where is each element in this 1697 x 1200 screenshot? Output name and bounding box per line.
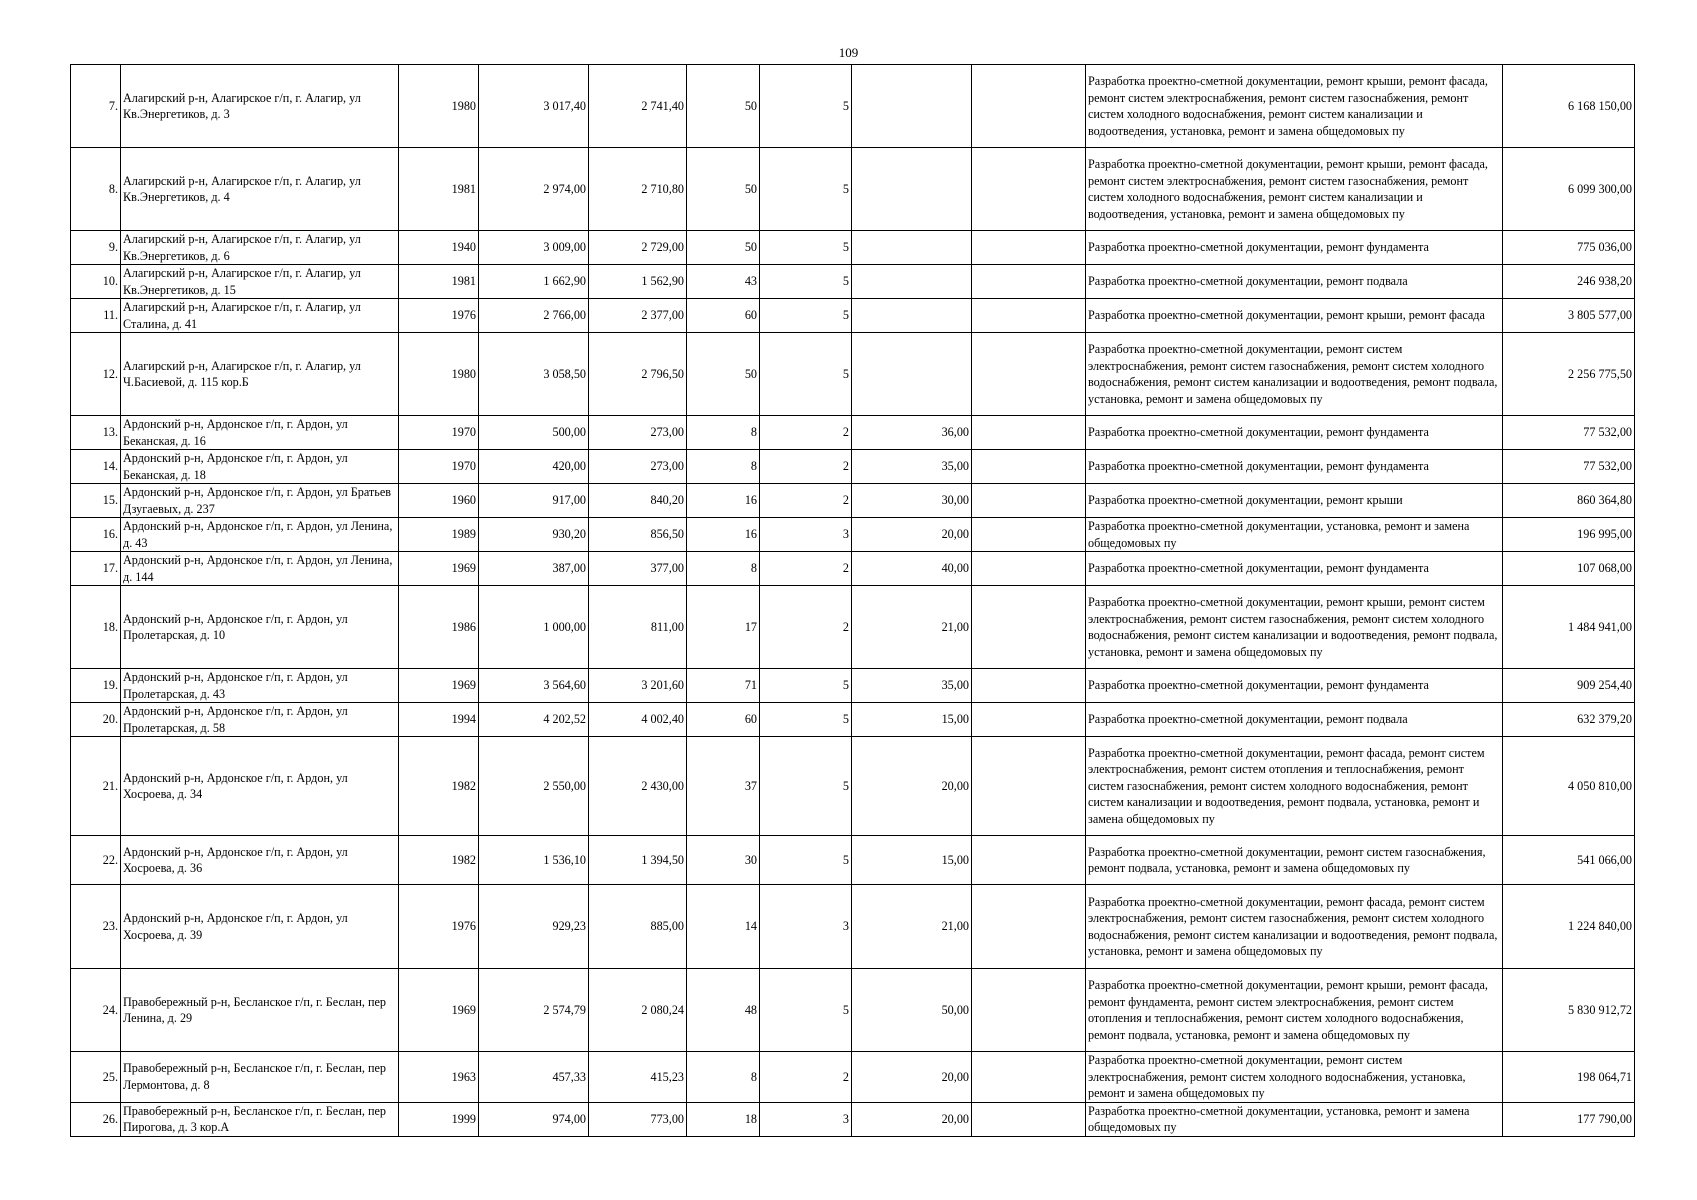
- works-cell: Разработка проектно-сметной документации, ремонт систем электроснабжения, ремонт систем холодного водоснабжения, установка, ремонт и замена общедомовых пу: [1086, 1052, 1503, 1103]
- entrances-cell: 5: [760, 265, 852, 299]
- total-area-cell: 500,00: [479, 416, 589, 450]
- total-area-cell: 457,33: [479, 1052, 589, 1103]
- address-cell: Ардонский р-н, Ардонское г/п, г. Ардон, ул Ленина, д. 144: [121, 552, 399, 586]
- total-area-cell: 929,23: [479, 885, 589, 969]
- cost-cell: 198 064,71: [1503, 1052, 1635, 1103]
- table-row: [71, 65, 1635, 148]
- cost-cell: 107 068,00: [1503, 552, 1635, 586]
- table-row: [71, 885, 1635, 969]
- living-area-cell: 773,00: [589, 1102, 687, 1136]
- works-cell: Разработка проектно-сметной документации, ремонт фундамента: [1086, 669, 1503, 703]
- works-cell: Разработка проектно-сметной документации, ремонт подвала: [1086, 265, 1503, 299]
- row-number: 20.: [71, 703, 121, 737]
- cost-cell: 196 995,00: [1503, 518, 1635, 552]
- cost-cell: 3 805 577,00: [1503, 299, 1635, 333]
- cost-cell: 632 379,20: [1503, 703, 1635, 737]
- living-area-cell: 377,00: [589, 552, 687, 586]
- extra-cell: [972, 552, 1086, 586]
- percent-cell: 36,00: [852, 416, 972, 450]
- entrances-cell: 5: [760, 969, 852, 1052]
- table-row: [71, 836, 1635, 885]
- extra-cell: [972, 1052, 1086, 1103]
- address-cell: Ардонский р-н, Ардонское г/п, г. Ардон, ул Пролетарская, д. 58: [121, 703, 399, 737]
- extra-cell: [972, 885, 1086, 969]
- floors-cell: 50: [687, 148, 760, 231]
- table-row: [71, 265, 1635, 299]
- table-row: [71, 518, 1635, 552]
- row-number: 23.: [71, 885, 121, 969]
- address-cell: Правобережный р-н, Бесланское г/п, г. Беслан, пер Лермонтова, д. 8: [121, 1052, 399, 1103]
- cost-cell: 6 168 150,00: [1503, 65, 1635, 148]
- extra-cell: [972, 586, 1086, 669]
- table-body: [71, 65, 1635, 1137]
- works-cell: Разработка проектно-сметной документации, ремонт подвала: [1086, 703, 1503, 737]
- floors-cell: 18: [687, 1102, 760, 1136]
- year-cell: 1976: [399, 299, 479, 333]
- extra-cell: [972, 148, 1086, 231]
- works-cell: Разработка проектно-сметной документации, ремонт фасада, ремонт систем электроснабжения, ремонт систем газоснабжения, ремонт систем холодного водоснабжения, ремонт систем канализации и водоотведения, ремонт подвала, установка, ремонт и замена общедомовых пу: [1086, 885, 1503, 969]
- cost-cell: 77 532,00: [1503, 416, 1635, 450]
- address-cell: Ардонский р-н, Ардонское г/п, г. Ардон, ул Ленина, д. 43: [121, 518, 399, 552]
- living-area-cell: 2 741,40: [589, 65, 687, 148]
- total-area-cell: 4 202,52: [479, 703, 589, 737]
- works-cell: Разработка проектно-сметной документации, ремонт крыши, ремонт фасада, ремонт систем электроснабжения, ремонт систем газоснабжения, ремонт систем холодного водоснабжения, ремонт систем канализации и водоотведения, установка, ремонт и замена общедомовых пу: [1086, 65, 1503, 148]
- extra-cell: [972, 737, 1086, 836]
- living-area-cell: 2 080,24: [589, 969, 687, 1052]
- living-area-cell: 2 377,00: [589, 299, 687, 333]
- address-cell: Правобережный р-н, Бесланское г/п, г. Беслан, пер Ленина, д. 29: [121, 969, 399, 1052]
- year-cell: 1982: [399, 737, 479, 836]
- extra-cell: [972, 836, 1086, 885]
- floors-cell: 50: [687, 65, 760, 148]
- percent-cell: 35,00: [852, 669, 972, 703]
- year-cell: 1970: [399, 416, 479, 450]
- cost-cell: 177 790,00: [1503, 1102, 1635, 1136]
- living-area-cell: 1 394,50: [589, 836, 687, 885]
- works-cell: Разработка проектно-сметной документации, установка, ремонт и замена общедомовых пу: [1086, 1102, 1503, 1136]
- address-cell: Ардонский р-н, Ардонское г/п, г. Ардон, ул Беканская, д. 16: [121, 416, 399, 450]
- works-cell: Разработка проектно-сметной документации, ремонт крыши, ремонт фасада, ремонт фундамента, ремонт систем электроснабжения, ремонт систем отопления и теплоснабжения, ремонт систем холодного водоснабжения, ремонт подвала, установка, ремонт и замена общедомовых пу: [1086, 969, 1503, 1052]
- floors-cell: 14: [687, 885, 760, 969]
- entrances-cell: 5: [760, 65, 852, 148]
- percent-cell: 20,00: [852, 1052, 972, 1103]
- floors-cell: 60: [687, 703, 760, 737]
- row-number: 16.: [71, 518, 121, 552]
- living-area-cell: 273,00: [589, 450, 687, 484]
- extra-cell: [972, 65, 1086, 148]
- floors-cell: 17: [687, 586, 760, 669]
- total-area-cell: 2 550,00: [479, 737, 589, 836]
- cost-cell: 4 050 810,00: [1503, 737, 1635, 836]
- total-area-cell: 2 574,79: [479, 969, 589, 1052]
- floors-cell: 16: [687, 518, 760, 552]
- row-number: 12.: [71, 333, 121, 416]
- row-number: 14.: [71, 450, 121, 484]
- total-area-cell: 1 000,00: [479, 586, 589, 669]
- works-cell: Разработка проектно-сметной документации, установка, ремонт и замена общедомовых пу: [1086, 518, 1503, 552]
- works-cell: Разработка проектно-сметной документации, ремонт фундамента: [1086, 416, 1503, 450]
- extra-cell: [972, 265, 1086, 299]
- floors-cell: 71: [687, 669, 760, 703]
- living-area-cell: 2 729,00: [589, 231, 687, 265]
- housing-registry-table: [70, 64, 1635, 1137]
- entrances-cell: 5: [760, 231, 852, 265]
- row-number: 9.: [71, 231, 121, 265]
- address-cell: Алагирский р-н, Алагирское г/п, г. Алагир, ул Кв.Энергетиков, д. 4: [121, 148, 399, 231]
- row-number: 26.: [71, 1102, 121, 1136]
- table-row: [71, 484, 1635, 518]
- percent-cell: [852, 65, 972, 148]
- living-area-cell: 415,23: [589, 1052, 687, 1103]
- year-cell: 1969: [399, 552, 479, 586]
- percent-cell: 20,00: [852, 1102, 972, 1136]
- row-number: 15.: [71, 484, 121, 518]
- year-cell: 1970: [399, 450, 479, 484]
- row-number: 18.: [71, 586, 121, 669]
- living-area-cell: 2 710,80: [589, 148, 687, 231]
- entrances-cell: 5: [760, 299, 852, 333]
- address-cell: Правобережный р-н, Бесланское г/п, г. Беслан, пер Пирогова, д. 3 кор.А: [121, 1102, 399, 1136]
- living-area-cell: 1 562,90: [589, 265, 687, 299]
- table-row: [71, 1102, 1635, 1136]
- cost-cell: 860 364,80: [1503, 484, 1635, 518]
- cost-cell: 6 099 300,00: [1503, 148, 1635, 231]
- percent-cell: 20,00: [852, 737, 972, 836]
- address-cell: Алагирский р-н, Алагирское г/п, г. Алагир, ул Ч.Басиевой, д. 115 кор.Б: [121, 333, 399, 416]
- total-area-cell: 2 766,00: [479, 299, 589, 333]
- table-row: [71, 148, 1635, 231]
- address-cell: Ардонский р-н, Ардонское г/п, г. Ардон, ул Братьев Дзугаевых, д. 237: [121, 484, 399, 518]
- year-cell: 1981: [399, 148, 479, 231]
- table-row: [71, 333, 1635, 416]
- total-area-cell: 917,00: [479, 484, 589, 518]
- percent-cell: [852, 231, 972, 265]
- cost-cell: 541 066,00: [1503, 836, 1635, 885]
- year-cell: 1994: [399, 703, 479, 737]
- living-area-cell: 4 002,40: [589, 703, 687, 737]
- year-cell: 1986: [399, 586, 479, 669]
- living-area-cell: 885,00: [589, 885, 687, 969]
- extra-cell: [972, 450, 1086, 484]
- floors-cell: 8: [687, 416, 760, 450]
- table-row: [71, 299, 1635, 333]
- cost-cell: 246 938,20: [1503, 265, 1635, 299]
- floors-cell: 43: [687, 265, 760, 299]
- works-cell: Разработка проектно-сметной документации, ремонт фундамента: [1086, 552, 1503, 586]
- cost-cell: 2 256 775,50: [1503, 333, 1635, 416]
- extra-cell: [972, 484, 1086, 518]
- table-row: [71, 231, 1635, 265]
- entrances-cell: 2: [760, 552, 852, 586]
- row-number: 19.: [71, 669, 121, 703]
- total-area-cell: 3 564,60: [479, 669, 589, 703]
- extra-cell: [972, 969, 1086, 1052]
- floors-cell: 16: [687, 484, 760, 518]
- cost-cell: 77 532,00: [1503, 450, 1635, 484]
- table-row: [71, 450, 1635, 484]
- total-area-cell: 3 017,40: [479, 65, 589, 148]
- row-number: 17.: [71, 552, 121, 586]
- table-row: [71, 1052, 1635, 1103]
- entrances-cell: 2: [760, 484, 852, 518]
- year-cell: 1999: [399, 1102, 479, 1136]
- year-cell: 1981: [399, 265, 479, 299]
- percent-cell: 15,00: [852, 703, 972, 737]
- total-area-cell: 930,20: [479, 518, 589, 552]
- table-row: [71, 703, 1635, 737]
- extra-cell: [972, 231, 1086, 265]
- percent-cell: [852, 148, 972, 231]
- row-number: 24.: [71, 969, 121, 1052]
- percent-cell: 50,00: [852, 969, 972, 1052]
- address-cell: Ардонский р-н, Ардонское г/п, г. Ардон, ул Хосроева, д. 39: [121, 885, 399, 969]
- year-cell: 1969: [399, 969, 479, 1052]
- total-area-cell: 3 009,00: [479, 231, 589, 265]
- extra-cell: [972, 703, 1086, 737]
- living-area-cell: 273,00: [589, 416, 687, 450]
- year-cell: 1989: [399, 518, 479, 552]
- year-cell: 1969: [399, 669, 479, 703]
- row-number: 10.: [71, 265, 121, 299]
- table-row: [71, 669, 1635, 703]
- floors-cell: 50: [687, 333, 760, 416]
- row-number: 22.: [71, 836, 121, 885]
- total-area-cell: 1 662,90: [479, 265, 589, 299]
- total-area-cell: 387,00: [479, 552, 589, 586]
- works-cell: Разработка проектно-сметной документации, ремонт крыши, ремонт систем электроснабжения, ремонт систем газоснабжения, ремонт систем холодного водоснабжения, ремонт систем канализации и водоотведения, ремонт подвала, установка, ремонт и замена общедомовых пу: [1086, 586, 1503, 669]
- living-area-cell: 840,20: [589, 484, 687, 518]
- table-row: [71, 737, 1635, 836]
- works-cell: Разработка проектно-сметной документации, ремонт фундамента: [1086, 450, 1503, 484]
- extra-cell: [972, 299, 1086, 333]
- year-cell: 1963: [399, 1052, 479, 1103]
- address-cell: Ардонский р-н, Ардонское г/п, г. Ардон, ул Пролетарская, д. 43: [121, 669, 399, 703]
- entrances-cell: 2: [760, 450, 852, 484]
- address-cell: Ардонский р-н, Ардонское г/п, г. Ардон, ул Хосроева, д. 34: [121, 737, 399, 836]
- table-row: [71, 552, 1635, 586]
- floors-cell: 50: [687, 231, 760, 265]
- year-cell: 1982: [399, 836, 479, 885]
- living-area-cell: 811,00: [589, 586, 687, 669]
- percent-cell: 40,00: [852, 552, 972, 586]
- percent-cell: [852, 265, 972, 299]
- total-area-cell: 1 536,10: [479, 836, 589, 885]
- year-cell: 1976: [399, 885, 479, 969]
- year-cell: 1940: [399, 231, 479, 265]
- works-cell: Разработка проектно-сметной документации, ремонт фасада, ремонт систем электроснабжения, ремонт систем отопления и теплоснабжения, ремонт систем газоснабжения, ремонт систем холодного водоснабжения, ремонт систем канализации и водоотведения, ремонт подвала, установка, ремонт и замена общедомовых пу: [1086, 737, 1503, 836]
- extra-cell: [972, 669, 1086, 703]
- entrances-cell: 5: [760, 148, 852, 231]
- works-cell: Разработка проектно-сметной документации, ремонт фундамента: [1086, 231, 1503, 265]
- cost-cell: 775 036,00: [1503, 231, 1635, 265]
- extra-cell: [972, 416, 1086, 450]
- table-row: [71, 969, 1635, 1052]
- percent-cell: [852, 333, 972, 416]
- living-area-cell: 2 796,50: [589, 333, 687, 416]
- address-cell: Алагирский р-н, Алагирское г/п, г. Алагир, ул Сталина, д. 41: [121, 299, 399, 333]
- year-cell: 1960: [399, 484, 479, 518]
- entrances-cell: 5: [760, 669, 852, 703]
- floors-cell: 37: [687, 737, 760, 836]
- page-number: 109: [838, 45, 859, 60]
- works-cell: Разработка проектно-сметной документации, ремонт крыши, ремонт фасада: [1086, 299, 1503, 333]
- address-cell: Алагирский р-н, Алагирское г/п, г. Алагир, ул Кв.Энергетиков, д. 6: [121, 231, 399, 265]
- living-area-cell: 856,50: [589, 518, 687, 552]
- row-number: 13.: [71, 416, 121, 450]
- total-area-cell: 974,00: [479, 1102, 589, 1136]
- entrances-cell: 3: [760, 518, 852, 552]
- works-cell: Разработка проектно-сметной документации, ремонт систем электроснабжения, ремонт систем газоснабжения, ремонт систем холодного водоснабжения, ремонт систем канализации и водоотведения, ремонт подвала, установка, ремонт и замена общедомовых пу: [1086, 333, 1503, 416]
- address-cell: Ардонский р-н, Ардонское г/п, г. Ардон, ул Хосроева, д. 36: [121, 836, 399, 885]
- row-number: 8.: [71, 148, 121, 231]
- table-row: [71, 416, 1635, 450]
- percent-cell: 20,00: [852, 518, 972, 552]
- floors-cell: 8: [687, 552, 760, 586]
- total-area-cell: 2 974,00: [479, 148, 589, 231]
- entrances-cell: 5: [760, 703, 852, 737]
- cost-cell: 909 254,40: [1503, 669, 1635, 703]
- total-area-cell: 420,00: [479, 450, 589, 484]
- table-row: [71, 586, 1635, 669]
- row-number: 11.: [71, 299, 121, 333]
- works-cell: Разработка проектно-сметной документации, ремонт крыши, ремонт фасада, ремонт систем электроснабжения, ремонт систем газоснабжения, ремонт систем холодного водоснабжения, ремонт систем канализации и водоотведения, установка, ремонт и замена общедомовых пу: [1086, 148, 1503, 231]
- entrances-cell: 5: [760, 836, 852, 885]
- extra-cell: [972, 1102, 1086, 1136]
- total-area-cell: 3 058,50: [479, 333, 589, 416]
- extra-cell: [972, 333, 1086, 416]
- row-number: 25.: [71, 1052, 121, 1103]
- floors-cell: 48: [687, 969, 760, 1052]
- living-area-cell: 2 430,00: [589, 737, 687, 836]
- entrances-cell: 3: [760, 885, 852, 969]
- works-cell: Разработка проектно-сметной документации, ремонт систем газоснабжения, ремонт подвала, установка, ремонт и замена общедомовых пу: [1086, 836, 1503, 885]
- year-cell: 1980: [399, 333, 479, 416]
- cost-cell: 5 830 912,72: [1503, 969, 1635, 1052]
- percent-cell: 30,00: [852, 484, 972, 518]
- floors-cell: 30: [687, 836, 760, 885]
- entrances-cell: 2: [760, 586, 852, 669]
- percent-cell: 15,00: [852, 836, 972, 885]
- percent-cell: [852, 299, 972, 333]
- address-cell: Алагирский р-н, Алагирское г/п, г. Алагир, ул Кв.Энергетиков, д. 15: [121, 265, 399, 299]
- percent-cell: 35,00: [852, 450, 972, 484]
- percent-cell: 21,00: [852, 586, 972, 669]
- works-cell: Разработка проектно-сметной документации, ремонт крыши: [1086, 484, 1503, 518]
- address-cell: Ардонский р-н, Ардонское г/п, г. Ардон, ул Пролетарская, д. 10: [121, 586, 399, 669]
- address-cell: Алагирский р-н, Алагирское г/п, г. Алагир, ул Кв.Энергетиков, д. 3: [121, 65, 399, 148]
- entrances-cell: 5: [760, 333, 852, 416]
- floors-cell: 8: [687, 1052, 760, 1103]
- year-cell: 1980: [399, 65, 479, 148]
- cost-cell: 1 224 840,00: [1503, 885, 1635, 969]
- floors-cell: 8: [687, 450, 760, 484]
- extra-cell: [972, 518, 1086, 552]
- row-number: 21.: [71, 737, 121, 836]
- percent-cell: 21,00: [852, 885, 972, 969]
- row-number: 7.: [71, 65, 121, 148]
- living-area-cell: 3 201,60: [589, 669, 687, 703]
- cost-cell: 1 484 941,00: [1503, 586, 1635, 669]
- entrances-cell: 2: [760, 1052, 852, 1103]
- entrances-cell: 3: [760, 1102, 852, 1136]
- address-cell: Ардонский р-н, Ардонское г/п, г. Ардон, ул Беканская, д. 18: [121, 450, 399, 484]
- entrances-cell: 2: [760, 416, 852, 450]
- entrances-cell: 5: [760, 737, 852, 836]
- floors-cell: 60: [687, 299, 760, 333]
